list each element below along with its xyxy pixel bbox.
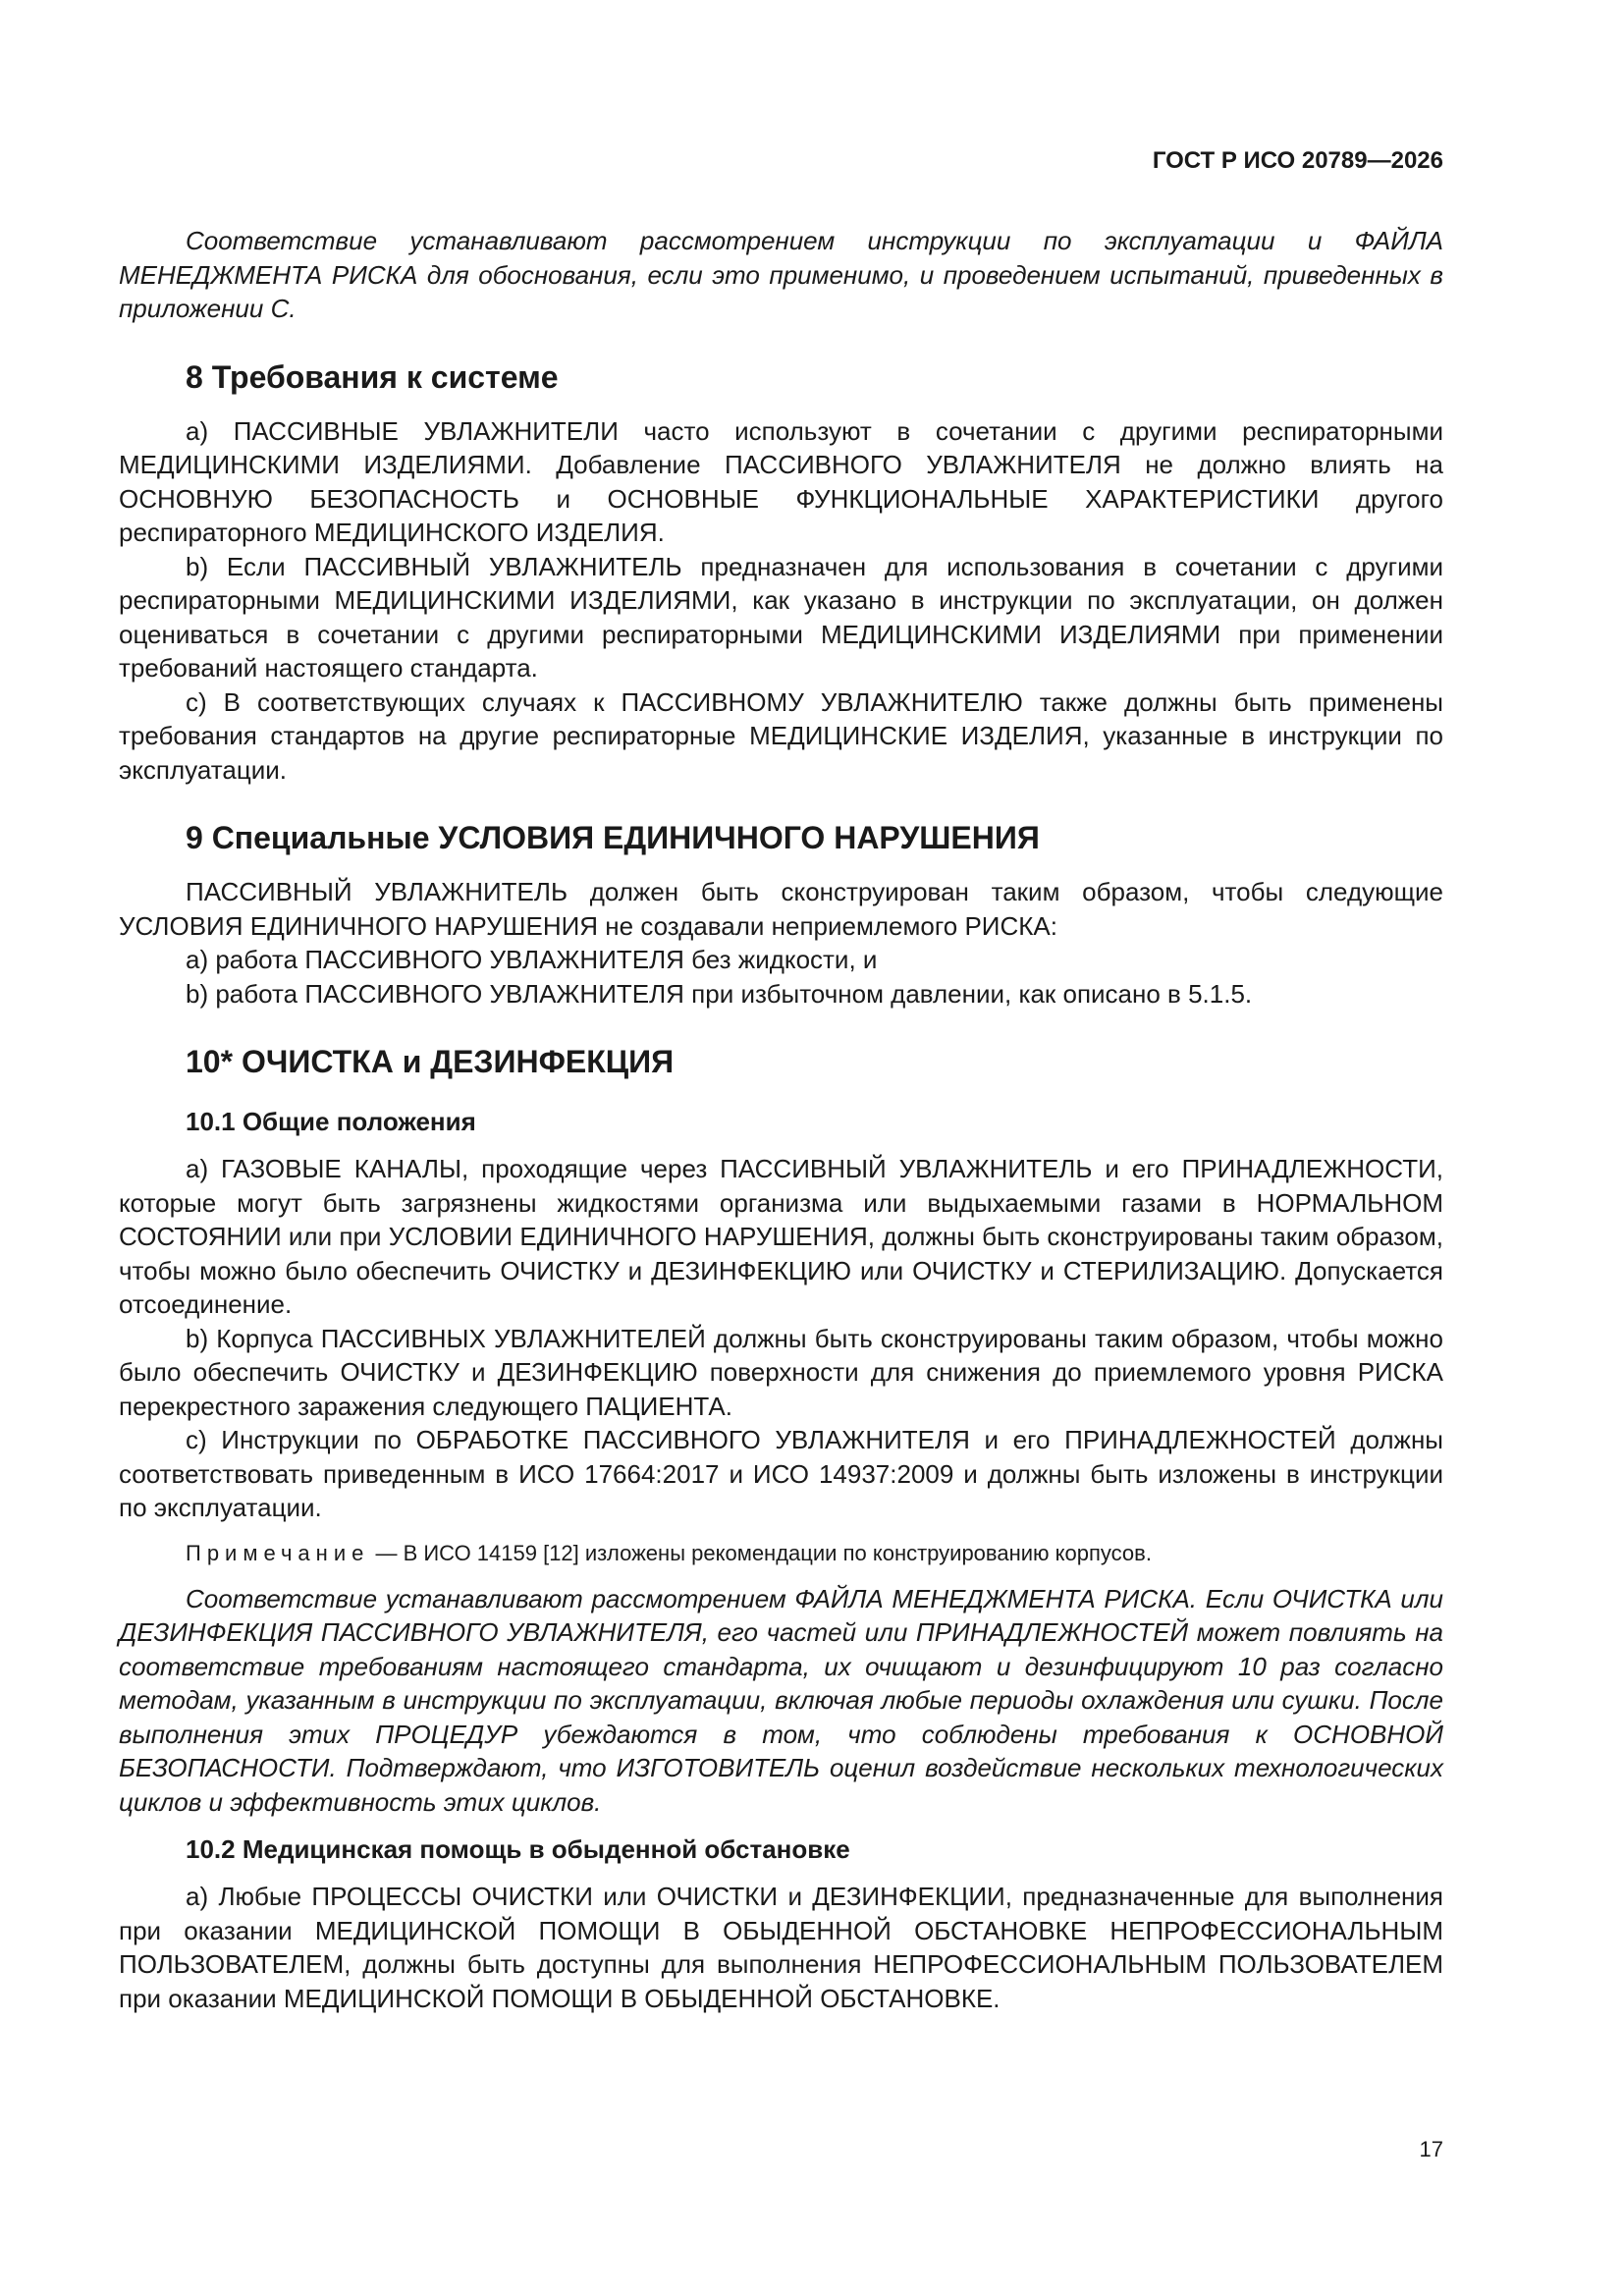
- section-10-1-note: [119, 1539, 1443, 1568]
- section-10-1-compliance: Соответствие устанавливают рассмотрением ФАЙЛА МЕНЕДЖМЕНТА РИСКА. Если ОЧИСТКА или ДЕЗИНФЕКЦИЯ ПАССИВНОГО УВЛАЖНИТЕЛЯ, его частей или ПРИНАДЛЕЖНОСТЕЙ может повлиять на соответствие требованиям настоящего стандарта, их очищают и дезинфицируют 10 раз согласно методам, указанным в инструкции по эксплуатации, включая любые периоды охлаждения или сушки. После выполнения этих ПРОЦЕДУР убеждаются в том, что соблюдены требования к ОСНОВНОЙ БЕЗОПАСНОСТИ. Подтверждают, что ИЗГОТОВИТЕЛЬ оценил воздействие нескольких технологических циклов и эффективность этих циклов.: [119, 1583, 1443, 1817]
- document-body: [119, 224, 1443, 2015]
- document-header: ГОСТ Р ИСО 20789—2026: [1152, 147, 1443, 174]
- section-9-item-b: b) работа ПАССИВНОГО УВЛАЖНИТЕЛЯ при избыточном давлении, как описано в 5.1.5.: [186, 978, 1253, 1009]
- section-10-1-title: 10.1 Общие положения: [186, 1107, 476, 1136]
- page-number: 17: [1419, 2137, 1443, 2161]
- note-text: — В ИСО 14159 [12] изложены рекомендации по конструированию корпусов.: [369, 1540, 1152, 1565]
- section-10-1-item-a: a) ГАЗОВЫЕ КАНАЛЫ, проходящие через ПАССИВНЫЙ УВЛАЖНИТЕЛЬ и его ПРИНАДЛЕЖНОСТИ, которые могут быть загрязнены жидкостями организма или выдыхаемыми газами в НОРМАЛЬНОМ СОСТОЯНИИ или при УСЛОВИИ ЕДИНИЧНОГО НАРУШЕНИЯ, должны быть сконструированы таким образом, чтобы можно было обеспечить ОЧИСТКУ и ДЕЗИНФЕКЦИЮ или ОЧИСТКУ и СТЕРИЛИЗАЦИЮ. Допускается отсоединение.: [119, 1154, 1443, 1319]
- section-9-title: 9 Специальные УСЛОВИЯ ЕДИНИЧНОГО НАРУШЕНИЯ: [186, 820, 1040, 855]
- section-10-2-item-a: a) Любые ПРОЦЕССЫ ОЧИСТКИ или ОЧИСТКИ и ДЕЗИНФЕКЦИИ, предназначенные для выполнения при оказании МЕДИЦИНСКОЙ ПОМОЩИ В ОБЫДЕННОЙ ОБСТАНОВКЕ НЕПРОФЕССИОНАЛЬНЫМ ПОЛЬЗОВАТЕЛЕМ, должны быть доступны для выполнения НЕПРОФЕССИОНАЛЬНЫМ ПОЛЬЗОВАТЕЛЕМ при оказании МЕДИЦИНСКОЙ ПОМОЩИ В ОБЫДЕННОЙ ОБСТАНОВКЕ.: [119, 1882, 1443, 2013]
- section-10-1-item-c: c) Инструкции по ОБРАБОТКЕ ПАССИВНОГО УВЛАЖНИТЕЛЯ и его ПРИНАДЛЕЖНОСТЕЙ должны соответствовать приведенным в ИСО 17664:2017 и ИСО 14937:2009 и должны быть изложены в инструкции по эксплуатации.: [119, 1425, 1443, 1522]
- section-8-item-a: a) ПАССИВНЫЕ УВЛАЖНИТЕЛИ часто используют в сочетании с другими респираторными МЕДИЦИНСКИМИ ИЗДЕЛИЯМИ. Добавление ПАССИВНОГО УВЛАЖНИТЕЛЯ не должно влиять на ОСНОВНУЮ БЕЗОПАСНОСТЬ и ОСНОВНЫЕ ФУНКЦИОНАЛЬНЫЕ ХАРАКТЕРИСТИКИ другого респираторного МЕДИЦИНСКОГО ИЗДЕЛИЯ.: [119, 415, 1443, 547]
- section-10-1-item-b: b) Корпуса ПАССИВНЫХ УВЛАЖНИТЕЛЕЙ должны быть сконструированы таким образом, чтобы можно было обеспечить ОЧИСТКУ и ДЕЗИНФЕКЦИЮ поверхности для снижения до приемлемого уровня РИСКА перекрестного заражения следующего ПАЦИЕНТА.: [119, 1323, 1443, 1421]
- section-8-title: 8 Требования к системе: [186, 358, 559, 395]
- intro-compliance: Соответствие устанавливают рассмотрением инструкции по эксплуатации и ФАЙЛА МЕНЕДЖМЕНТА РИСКА для обоснования, если это применимо, и проведением испытаний, приведенных в приложении С.: [119, 226, 1443, 323]
- section-9-item-a: a) работа ПАССИВНОГО УВЛАЖНИТЕЛЯ без жидкости, и: [186, 945, 878, 974]
- section-10-title: 10* ОЧИСТКА и ДЕЗИНФЕКЦИЯ: [186, 1044, 675, 1079]
- note-label: Примечание: [186, 1540, 370, 1565]
- section-10-2-title: 10.2 Медицинская помощь в обыденной обстановке: [186, 1834, 850, 1864]
- section-9-lead: ПАССИВНЫЙ УВЛАЖНИТЕЛЬ должен быть сконструирован таким образом, чтобы следующие УСЛОВИЯ ЕДИНИЧНОГО НАРУШЕНИЯ не создавали неприемлемого РИСКА:: [119, 877, 1443, 941]
- section-8-item-c: c) В соответствующих случаях к ПАССИВНОМУ УВЛАЖНИТЕЛЮ также должны быть применены требования стандартов на другие респираторные МЕДИЦИНСКИЕ ИЗДЕЛИЯ, указанные в инструкции по эксплуатации.: [119, 686, 1443, 785]
- section-8-item-b: b) Если ПАССИВНЫЙ УВЛАЖНИТЕЛЬ предназначен для использования в сочетании с другими респираторными МЕДИЦИНСКИМИ ИЗДЕЛИЯМИ, как указано в инструкции по эксплуатации, он должен оцениваться в сочетании с другими респираторными МЕДИЦИНСКИМИ ИЗДЕЛИЯМИ при применении требований настоящего стандарта.: [119, 551, 1443, 683]
